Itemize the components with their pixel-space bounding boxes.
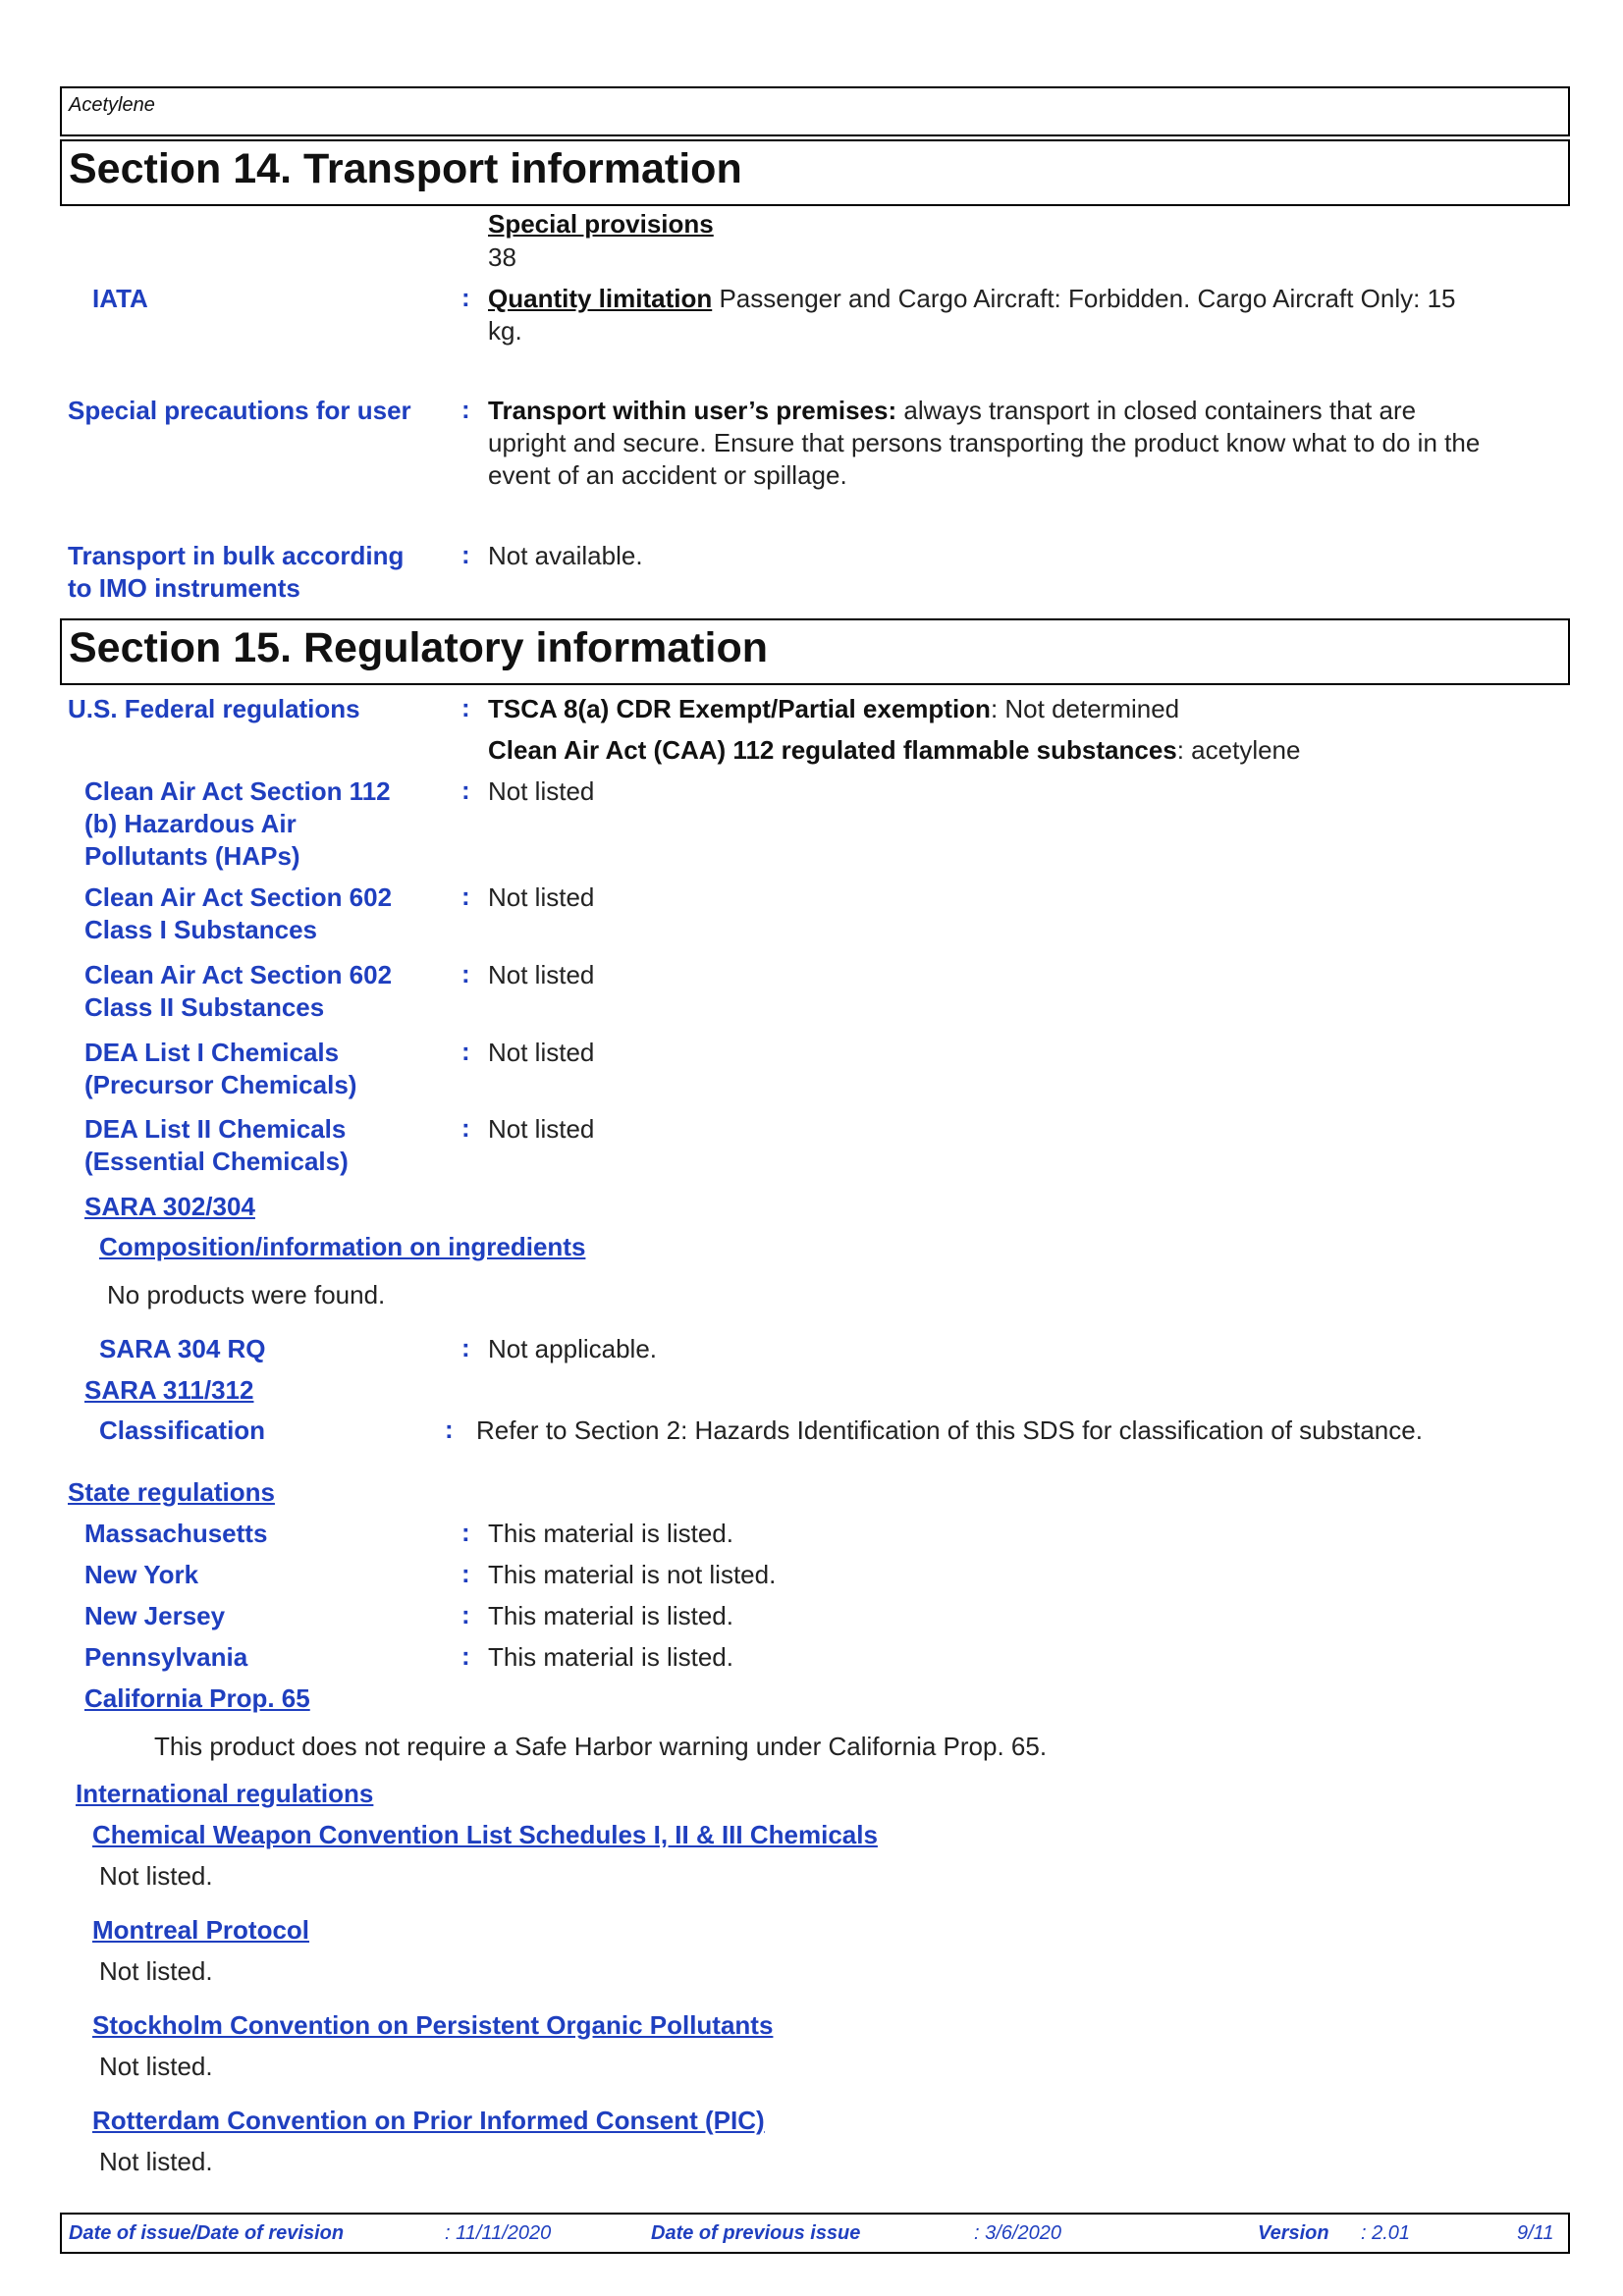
c602i-value: Not listed [488,882,595,912]
colon: : [461,775,470,805]
hap-label-line: (b) Hazardous Air [84,809,297,838]
precautions-label: Special precautions for user [68,396,411,425]
iata-qty-label: Quantity limitation [488,284,713,313]
sara304rq-value: Not applicable. [488,1334,657,1363]
intl-regulation-link[interactable]: Rotterdam Convention on Prior Informed Consent (PIC) [92,2106,765,2135]
prop65-text: This product does not require a Safe Harbor warning under California Prop. 65. [154,1732,1048,1761]
section-14-title: Section 14. Transport information [69,145,742,192]
c602i-label-line: Class I Substances [84,915,317,944]
dea2-label [84,1113,349,1178]
footer-prev-value: : 3/6/2020 [974,2222,1061,2244]
c602i-label-line: Clean Air Act Section 602 [84,882,393,912]
footer-issue-value: : 11/11/2020 [445,2222,552,2244]
state-value: This material is listed. [488,1601,733,1630]
colon: : [461,283,470,312]
tsca-line [488,693,1179,725]
colon: : [461,395,470,424]
c602ii-value: Not listed [488,960,595,989]
dea2-value: Not listed [488,1114,595,1144]
special-provisions-value: 38 [488,242,516,272]
footer-version-value: : 2.01 [1361,2222,1411,2244]
caa-bold: Clean Air Act (CAA) 112 regulated flammable substances [488,735,1177,765]
colon: : [461,1559,470,1588]
precautions-bold: Transport within user’s premises: [488,396,897,425]
sara304rq-label: SARA 304 RQ [99,1334,266,1363]
header-box [60,86,1570,136]
federal-label: U.S. Federal regulations [68,694,360,723]
footer-page-number: 9/11 [1517,2222,1554,2244]
sara311-link[interactable]: SARA 311/312 [84,1375,254,1405]
sara302-link[interactable]: SARA 302/304 [84,1192,255,1221]
caa-line [488,734,1300,767]
iata-qty-line1: Passenger and Cargo Aircraft: Forbidden. Cargo Aircraft Only: 15 [719,284,1456,313]
precautions-line1: always transport in closed containers that are [903,396,1417,425]
footer-prev-label: Date of previous issue [651,2222,861,2244]
dea1-value: Not listed [488,1038,595,1067]
composition-link[interactable]: Composition/information on ingredients [99,1232,586,1261]
section-15-title: Section 15. Regulatory information [69,624,768,671]
intl-regulation-link[interactable]: Chemical Weapon Convention List Schedules I, II & III Chemicals [92,1820,878,1849]
tsca-bold: TSCA 8(a) CDR Exempt/Partial exemption [488,694,991,723]
bulk-label-line1: Transport in bulk according [68,541,405,570]
footer-version-label: Version [1258,2222,1329,2244]
intl-regulation-value: Not listed. [99,2052,213,2081]
product-name: Acetylene [69,94,155,116]
intl-regulation-link[interactable]: Montreal Protocol [92,1915,310,1945]
dea1-label-line: (Precursor Chemicals) [84,1070,357,1099]
colon: : [461,1518,470,1547]
bulk-value: Not available. [488,541,643,570]
caa-value: : acetylene [1176,735,1301,765]
special-provisions-label: Special provisions [488,209,714,239]
colon: : [461,540,470,569]
hap-label [84,775,391,873]
intl-regulation-value: Not listed. [99,1861,213,1891]
dea1-label-line: DEA List I Chemicals [84,1038,340,1067]
hap-label-line: Pollutants (HAPs) [84,841,300,871]
hap-value: Not listed [488,776,595,806]
no-products-text: No products were found. [107,1280,386,1309]
colon: : [461,1600,470,1629]
iata-qty-line2: kg. [488,316,522,346]
colon: : [461,881,470,911]
classification-label: Classification [99,1415,266,1445]
state-regulations-link[interactable]: State regulations [68,1477,275,1507]
colon: : [461,1113,470,1143]
dea2-label-line: (Essential Chemicals) [84,1147,349,1176]
classification-value: Refer to Section 2: Hazards Identification of this SDS for classification of substance. [476,1415,1423,1445]
state-value: This material is listed. [488,1519,733,1548]
state-value: This material is listed. [488,1642,733,1672]
colon: : [461,1333,470,1362]
c602ii-label-line: Class II Substances [84,992,325,1022]
precautions-text [488,395,1568,492]
footer-issue-label: Date of issue/Date of revision [69,2222,345,2244]
state-name: New Jersey [84,1601,226,1630]
state-name: Pennsylvania [84,1642,248,1672]
c602ii-label-line: Clean Air Act Section 602 [84,960,393,989]
bulk-label [68,540,404,605]
intl-regulation-value: Not listed. [99,1956,213,1986]
dea2-label-line: DEA List II Chemicals [84,1114,347,1144]
intl-regulation-value: Not listed. [99,2147,213,2176]
iata-quantity [488,283,1568,347]
state-name: Massachusetts [84,1519,268,1548]
hap-label-line: Clean Air Act Section 112 [84,776,391,806]
colon: : [461,1641,470,1671]
state-value: This material is not listed. [488,1560,777,1589]
colon: : [461,693,470,722]
precautions-line3: event of an accident or spillage. [488,460,847,490]
state-name: New York [84,1560,199,1589]
colon: : [461,1037,470,1066]
precautions-line2: upright and secure. Ensure that persons transporting the product know what to do in the [488,428,1481,457]
intl-regulation-link[interactable]: Stockholm Convention on Persistent Organic Pollutants [92,2010,774,2040]
tsca-value: : Not determined [990,694,1180,723]
iata-label: IATA [92,284,148,313]
colon: : [461,959,470,988]
c602i-label [84,881,392,946]
international-regulations-link[interactable]: International regulations [76,1779,374,1808]
colon: : [445,1415,454,1444]
dea1-label [84,1037,356,1101]
bulk-label-line2: to IMO instruments [68,573,300,603]
c602ii-label [84,959,392,1024]
prop65-link[interactable]: California Prop. 65 [84,1683,310,1713]
